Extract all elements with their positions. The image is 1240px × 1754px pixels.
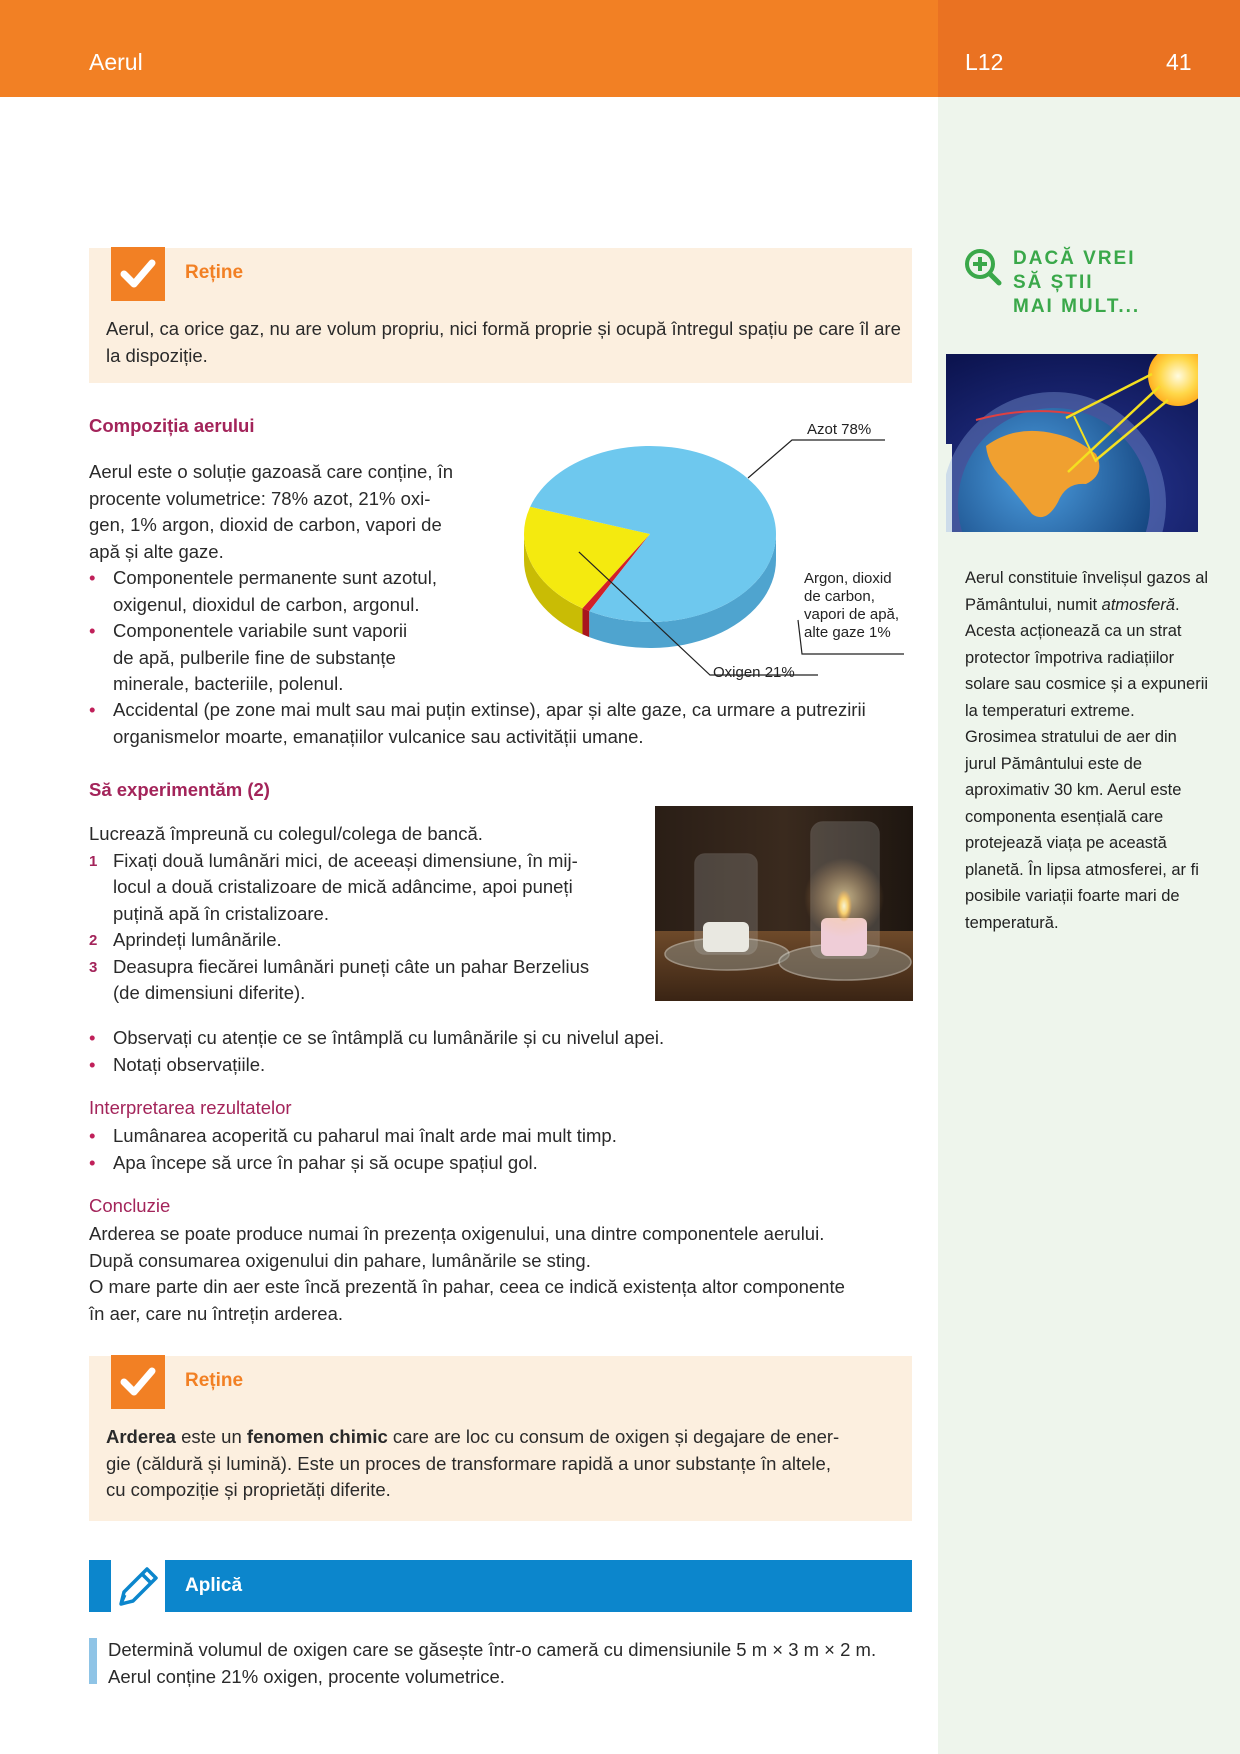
intro-line: apă și alte gaze.	[89, 540, 224, 562]
conclusion-line: După consumarea oxigenului din pahare, lumânările se sting.	[89, 1249, 591, 1271]
conclusion-line: Arderea se poate produce numai în prezența oxigenului, una dintre componentele aerului.	[89, 1223, 825, 1244]
step-line: Fixați două lumânări mici, de aceeași dimensiune, în mij-	[113, 849, 578, 871]
sidebar-title-line: SĂ ȘTII	[1013, 272, 1094, 293]
task-line: Aerul conține 21% oxigen, procente volumetrice.	[108, 1665, 505, 1687]
retine-text-1: Aerul, ca orice gaz, nu are volum propriu, nici formă proprie și ocupă întregul spațiu pe care îl are la dispoziție.	[106, 318, 901, 366]
experiment-body	[89, 821, 649, 1007]
step-line: locul a două cristalizoare de mică adâncime, apoi puneți	[113, 876, 573, 897]
sidebar-title-line: DACĂ VREI	[1013, 248, 1136, 269]
pie-label-oxigen: Oxigen 21%	[713, 664, 795, 681]
intro-line: Aerul este o soluție gazoasă care conține, în	[89, 461, 454, 482]
pie-label-other-line: de carbon,	[804, 588, 875, 605]
retine2-line: cu compoziție și proprietăți diferite.	[106, 1479, 391, 1500]
retine-label-2: Reține	[185, 1370, 244, 1391]
retine2-fragment: este un	[175, 1426, 247, 1447]
retine-text-2	[106, 1424, 916, 1504]
experiment-intro: Lucrează împreună cu colegul/colega de bancă.	[89, 823, 483, 844]
step-line: Aprindeți lumânările.	[113, 929, 282, 950]
intro-line: gen, 1% argon, dioxid de carbon, vapori de	[89, 514, 442, 535]
composition-accidental	[89, 697, 919, 750]
bullet-line: • Componentele variabile sunt vaporii	[113, 620, 408, 641]
conclusion-line: O mare parte din aer este încă prezentă în pahar, ceea ce indică existența altor componente	[89, 1276, 845, 1297]
intro-line: procente volumetrice: 78% azot, 21% oxi-	[89, 487, 431, 509]
experiment-title: Să experimentăm (2)	[89, 779, 270, 800]
earth-atmosphere-illustration	[946, 354, 1198, 532]
air-composition-pie-chart	[510, 410, 920, 690]
term-fenomen-chimic: fenomen chimic	[246, 1426, 388, 1447]
candle-experiment-photo	[655, 806, 913, 1001]
experiment-steps	[89, 848, 649, 1007]
checkmark-icon	[111, 247, 165, 301]
step-line: (de dimensiuni diferite).	[113, 982, 306, 1003]
step-number: 1	[89, 852, 98, 870]
retine2-line: gie (căldură și lumină). Este un proces de transformare rapidă a unor substanțe în altele,	[106, 1452, 831, 1474]
composition-title: Compoziția aerului	[89, 415, 255, 436]
sidebar-title	[1013, 247, 1140, 319]
pie-label-other-line: vapori de apă,	[804, 606, 900, 623]
term-atmosfera: atmosferă	[1101, 595, 1176, 614]
task-marker	[89, 1638, 97, 1684]
observation-item: • Observați cu atenție ce se întâmplă cu lumânările și cu nivelul apei.	[89, 1025, 919, 1052]
interpretation-item: • Lumânarea acoperită cu paharul mai înalt arde mai mult timp.	[89, 1123, 919, 1150]
sidebar-title-line: MAI MULT...	[1013, 296, 1141, 317]
bullet-line: organismelor moarte, emanațiilor vulcanice sau activității umane.	[113, 725, 644, 747]
interpretation-title: Interpretarea rezultatelor	[89, 1097, 292, 1118]
pie-label-other-line: Argon, dioxid	[804, 570, 892, 587]
bullet-line: de apă, pulberile fine de substanțe	[113, 646, 396, 668]
experiment-step	[89, 848, 649, 928]
composition-intro	[89, 459, 509, 698]
task-line: Determină volumul de oxigen care se găsește într-o cameră cu dimensiunile 5 m × 3 m × 2 m.	[108, 1639, 877, 1660]
bullet-line: minerale, bacteriile, polenul.	[113, 673, 344, 694]
sidebar-text	[965, 565, 1210, 936]
pencil-icon-box	[111, 1560, 165, 1612]
step-line: Deasupra fiecărei lumânări puneți câte un pahar Berzelius	[113, 955, 590, 977]
bullet-accidental	[89, 697, 919, 750]
bullet-permanent	[89, 565, 509, 618]
page-number: 41	[1166, 49, 1192, 75]
checkmark-icon	[111, 1355, 165, 1409]
conclusion-body	[89, 1221, 929, 1327]
interpretation-body	[89, 1123, 919, 1176]
leader-azot	[748, 440, 885, 478]
conclusion-line: în aer, care nu întrețin arderea.	[89, 1302, 344, 1324]
zoom-plus-icon	[963, 247, 1003, 292]
term-arderea: Arderea	[106, 1426, 176, 1447]
pie-top-group	[524, 446, 776, 622]
aplica-label: Aplică	[185, 1575, 243, 1596]
chapter-title: Aerul	[89, 49, 143, 75]
pie-label-other	[804, 570, 899, 642]
pie-label-other-line: alte gaze 1%	[804, 624, 891, 641]
sidebar-text-part: . Acesta acționează ca un strat protector împotriva radiațiilor solare sau cosmice și a expunerii la temperaturi extreme. Grosimea stratului de aer din jurul Pământului este de aproximativ 30 km. Aerul este componenta esențială care protejează viața pe această planetă. În lipsa atmosferei, ar fi posibile variații foarte mari de temperatură.	[965, 595, 1209, 932]
retine2-line	[106, 1424, 916, 1451]
sidebar-text-part: Aerul constituie învelișul gazos al Pământului, numit	[965, 569, 1209, 614]
lesson-code: L12	[965, 49, 1004, 75]
experiment-step	[89, 954, 649, 1007]
step-line: puțină apă în cristalizoare.	[113, 902, 329, 924]
composition-bullets	[89, 565, 509, 698]
step-number: 2	[89, 932, 98, 949]
bullet-line: oxigenul, dioxidul de carbon, argonul.	[113, 593, 420, 615]
bullet-line: • Componentele permanente sunt azotul,	[113, 567, 437, 588]
pencil-icon	[111, 1560, 165, 1612]
experiment-step	[89, 927, 649, 954]
conclusion-title: Concluzie	[89, 1195, 171, 1216]
accidental-bullet-list	[89, 697, 919, 750]
interpretation-item: • Apa începe să urce în pahar și să ocupe spațiul gol.	[89, 1150, 919, 1177]
pie-side-other	[582, 608, 589, 637]
interpretation-list	[89, 1123, 919, 1176]
retine-label-1: Reține	[185, 262, 244, 283]
observations	[89, 1025, 919, 1078]
pie-label-azot: Azot 78%	[807, 421, 872, 438]
step-number: 3	[89, 958, 98, 976]
retine2-fragment: care are loc cu consum de oxigen și degajare de ener-	[387, 1426, 840, 1447]
bullet-line: • Accidental (pe zone mai mult sau mai puțin extinse), apar și alte gaze, ca urmare a putrezirii	[113, 699, 866, 720]
bullet-variable	[89, 618, 509, 698]
observation-item: • Notați observațiile.	[89, 1052, 919, 1079]
observation-list	[89, 1025, 919, 1078]
aplica-task	[108, 1637, 928, 1690]
